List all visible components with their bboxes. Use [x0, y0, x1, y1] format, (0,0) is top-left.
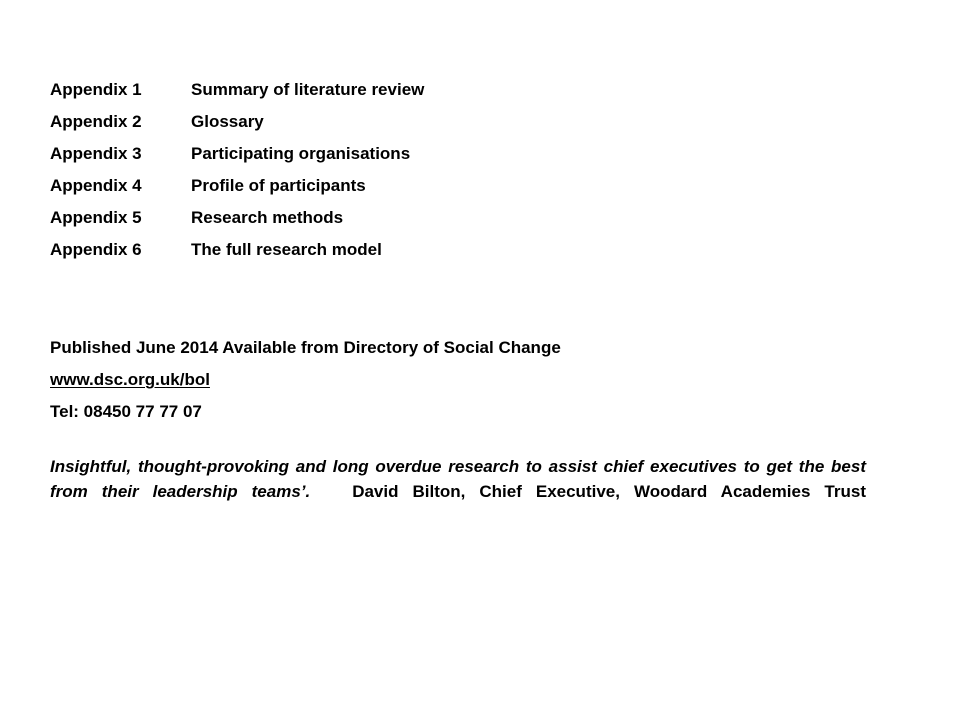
- appendix-row-4: [50, 174, 866, 206]
- appendix-title: The full research model: [191, 240, 382, 259]
- appendix-title: Profile of participants: [191, 176, 366, 195]
- appendix-number: Appendix 1: [50, 80, 142, 99]
- appendix-number: Appendix 5: [50, 208, 142, 227]
- quote-attribution: David Bilton, Chief Executive, Woodard Academies Trust: [352, 482, 866, 501]
- telephone-line: Tel: 08450 77 77 07: [50, 402, 202, 421]
- endorsement-quote: [50, 454, 866, 504]
- appendix-row-2: [50, 110, 866, 142]
- appendix-number: Appendix 6: [50, 240, 142, 259]
- appendix-row-3: [50, 142, 866, 174]
- appendix-number: Appendix 3: [50, 144, 142, 163]
- appendix-title: Summary of literature review: [191, 80, 425, 99]
- appendix-row-1: [50, 78, 866, 110]
- appendix-title: Participating organisations: [191, 144, 411, 163]
- appendix-title: Research methods: [191, 208, 344, 227]
- document-page: [50, 78, 866, 521]
- quote-text: Insightful, thought-provoking and long overdue research to assist chief executives to get the best from their leadership teams’.: [50, 457, 866, 501]
- publication-info: [50, 336, 866, 432]
- appendix-list: [50, 78, 866, 270]
- website-link[interactable]: www.dsc.org.uk/bol: [50, 370, 210, 389]
- appendix-row-5: [50, 206, 866, 238]
- website-line: [50, 368, 866, 400]
- appendix-number: Appendix 4: [50, 176, 142, 195]
- appendix-number: Appendix 2: [50, 112, 142, 131]
- published-line: Published June 2014 Available from Directory of Social Change: [50, 338, 561, 357]
- appendix-row-6: [50, 238, 866, 270]
- appendix-title: Glossary: [191, 112, 264, 131]
